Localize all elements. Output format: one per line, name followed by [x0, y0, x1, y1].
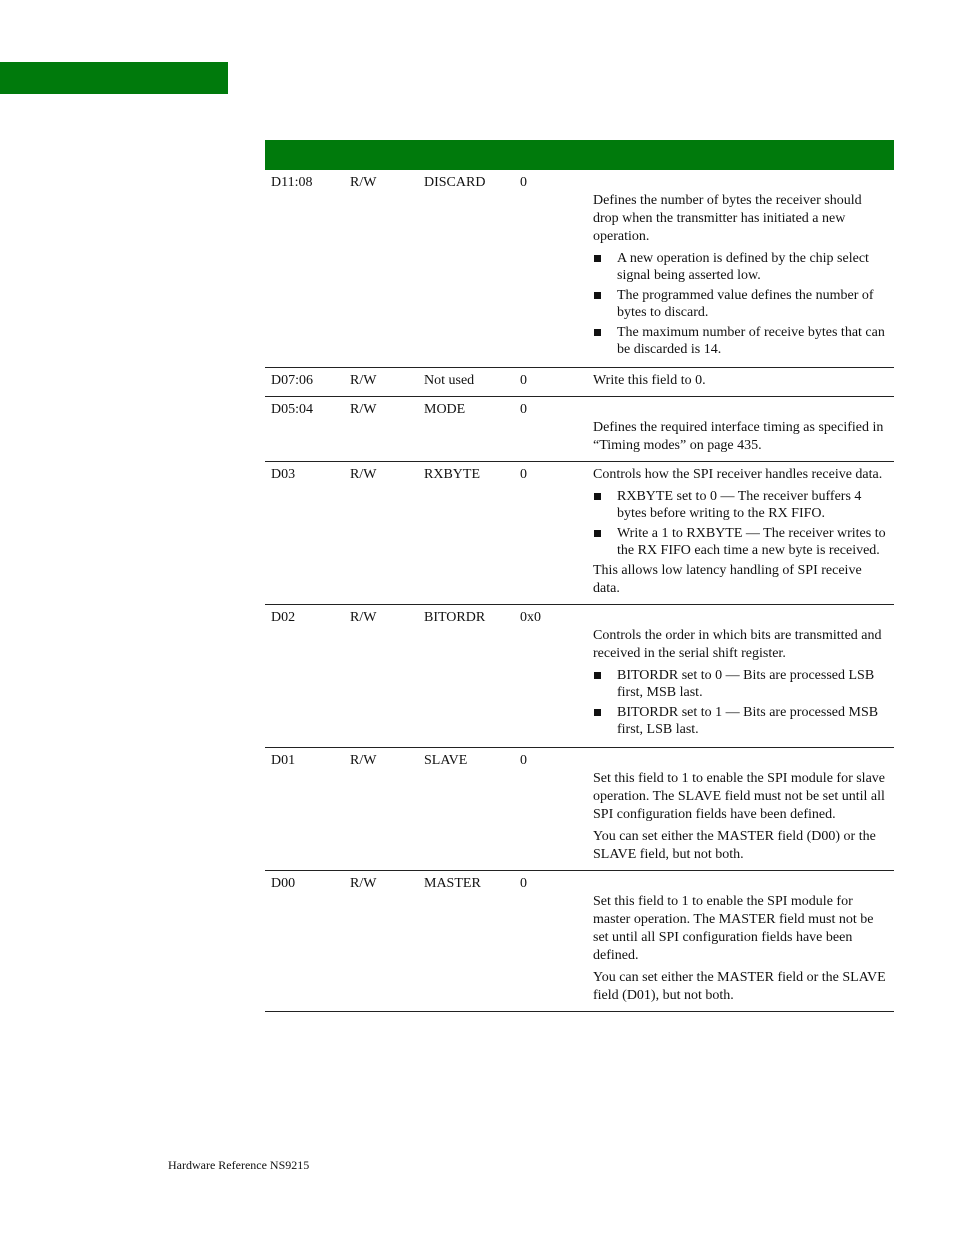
access-cell: R/W: [350, 610, 377, 625]
reset-cell: 0: [520, 753, 527, 768]
description-text: You can set either the MASTER field (D00) or the SLAVE field, but not both.: [593, 829, 876, 862]
description-cell: [587, 605, 894, 748]
field-name-cell: RXBYTE: [424, 467, 480, 482]
field-name-cell: DISCARD: [424, 175, 486, 190]
table-row: [265, 397, 894, 462]
table-row: [265, 871, 894, 1012]
list-item: A new operation is defined by the chip select signal being asserted low.: [593, 250, 888, 284]
reset-cell: 0x0: [520, 610, 541, 625]
field-name-cell: BITORDR: [424, 610, 486, 625]
description-text: Set this field to 1 to enable the SPI module for master operation. The MASTER field must not be set until all SPI configuration fields have been defined.: [593, 894, 874, 963]
field-name-cell: Not used: [424, 373, 475, 388]
square-bullet-icon: [594, 709, 601, 716]
table-row: [265, 605, 894, 748]
field-name-cell: SLAVE: [424, 753, 468, 768]
reset-cell: 0: [520, 373, 527, 388]
table-row: [265, 170, 894, 368]
square-bullet-icon: [594, 329, 601, 336]
description-text: You can set either the MASTER field or the SLAVE field (D01), but not both.: [593, 970, 886, 1003]
access-cell: R/W: [350, 876, 377, 891]
description-cell: [587, 170, 894, 368]
list-item: The maximum number of receive bytes that can be discarded is 14.: [593, 324, 888, 358]
bits-cell: D11:08: [271, 175, 313, 190]
reset-cell: 0: [520, 876, 527, 891]
description-cell: [587, 748, 894, 871]
bits-cell: D07:06: [271, 373, 313, 388]
bits-cell: D00: [271, 876, 296, 891]
access-cell: R/W: [350, 753, 377, 768]
description-cell: [587, 368, 894, 397]
list-item: BITORDR set to 0 — Bits are processed LSB first, MSB last.: [593, 667, 888, 701]
register-table: [265, 140, 894, 1012]
description-text: Controls the order in which bits are transmitted and received in the serial shift register.: [593, 628, 882, 661]
description-text: Controls how the SPI receiver handles receive data.: [593, 467, 883, 482]
register-fields-table: [265, 170, 894, 1012]
reset-cell: 0: [520, 402, 527, 417]
table-row: [265, 368, 894, 397]
list-item: RXBYTE set to 0 — The receiver buffers 4 bytes before writing to the RX FIFO.: [593, 488, 888, 522]
field-name-cell: MASTER: [424, 876, 481, 891]
square-bullet-icon: [594, 672, 601, 679]
description-text: This allows low latency handling of SPI receive data.: [593, 563, 862, 596]
access-cell: R/W: [350, 467, 377, 482]
bits-cell: D02: [271, 610, 296, 625]
description-cell: [587, 462, 894, 605]
square-bullet-icon: [594, 530, 601, 537]
bits-cell: D01: [271, 753, 296, 768]
bits-cell: D05:04: [271, 402, 313, 417]
list-item: BITORDR set to 1 — Bits are processed MSB first, LSB last.: [593, 704, 888, 738]
description-text: Defines the required interface timing as specified in “Timing modes” on page 435.: [593, 420, 884, 453]
bullet-list: [593, 488, 888, 559]
table-row: [265, 748, 894, 871]
access-cell: R/W: [350, 402, 377, 417]
bullet-list: [593, 250, 888, 358]
header-accent-bar: [0, 62, 228, 94]
description-text: Set this field to 1 to enable the SPI module for slave operation. The SLAVE field must not be set until all SPI configuration fields have been defined.: [593, 771, 886, 822]
bits-cell: D03: [271, 467, 296, 482]
list-item: The programmed value defines the number of bytes to discard.: [593, 287, 888, 321]
reset-cell: 0: [520, 175, 527, 190]
reset-cell: 0: [520, 467, 527, 482]
access-cell: R/W: [350, 373, 377, 388]
square-bullet-icon: [594, 292, 601, 299]
table-header-bar: [265, 140, 894, 170]
list-item: Write a 1 to RXBYTE — The receiver writes to the RX FIFO each time a new byte is received.: [593, 525, 888, 559]
square-bullet-icon: [594, 255, 601, 262]
description-text: Defines the number of bytes the receiver should drop when the transmitter has initiated a new operation.: [593, 193, 862, 244]
square-bullet-icon: [594, 493, 601, 500]
access-cell: R/W: [350, 175, 377, 190]
bullet-list: [593, 667, 888, 738]
page-footer: Hardware Reference NS9215: [168, 1158, 310, 1172]
table-row: [265, 462, 894, 605]
description-text: Write this field to 0.: [593, 373, 706, 388]
description-cell: [587, 871, 894, 1012]
description-cell: [587, 397, 894, 462]
field-name-cell: MODE: [424, 402, 466, 417]
